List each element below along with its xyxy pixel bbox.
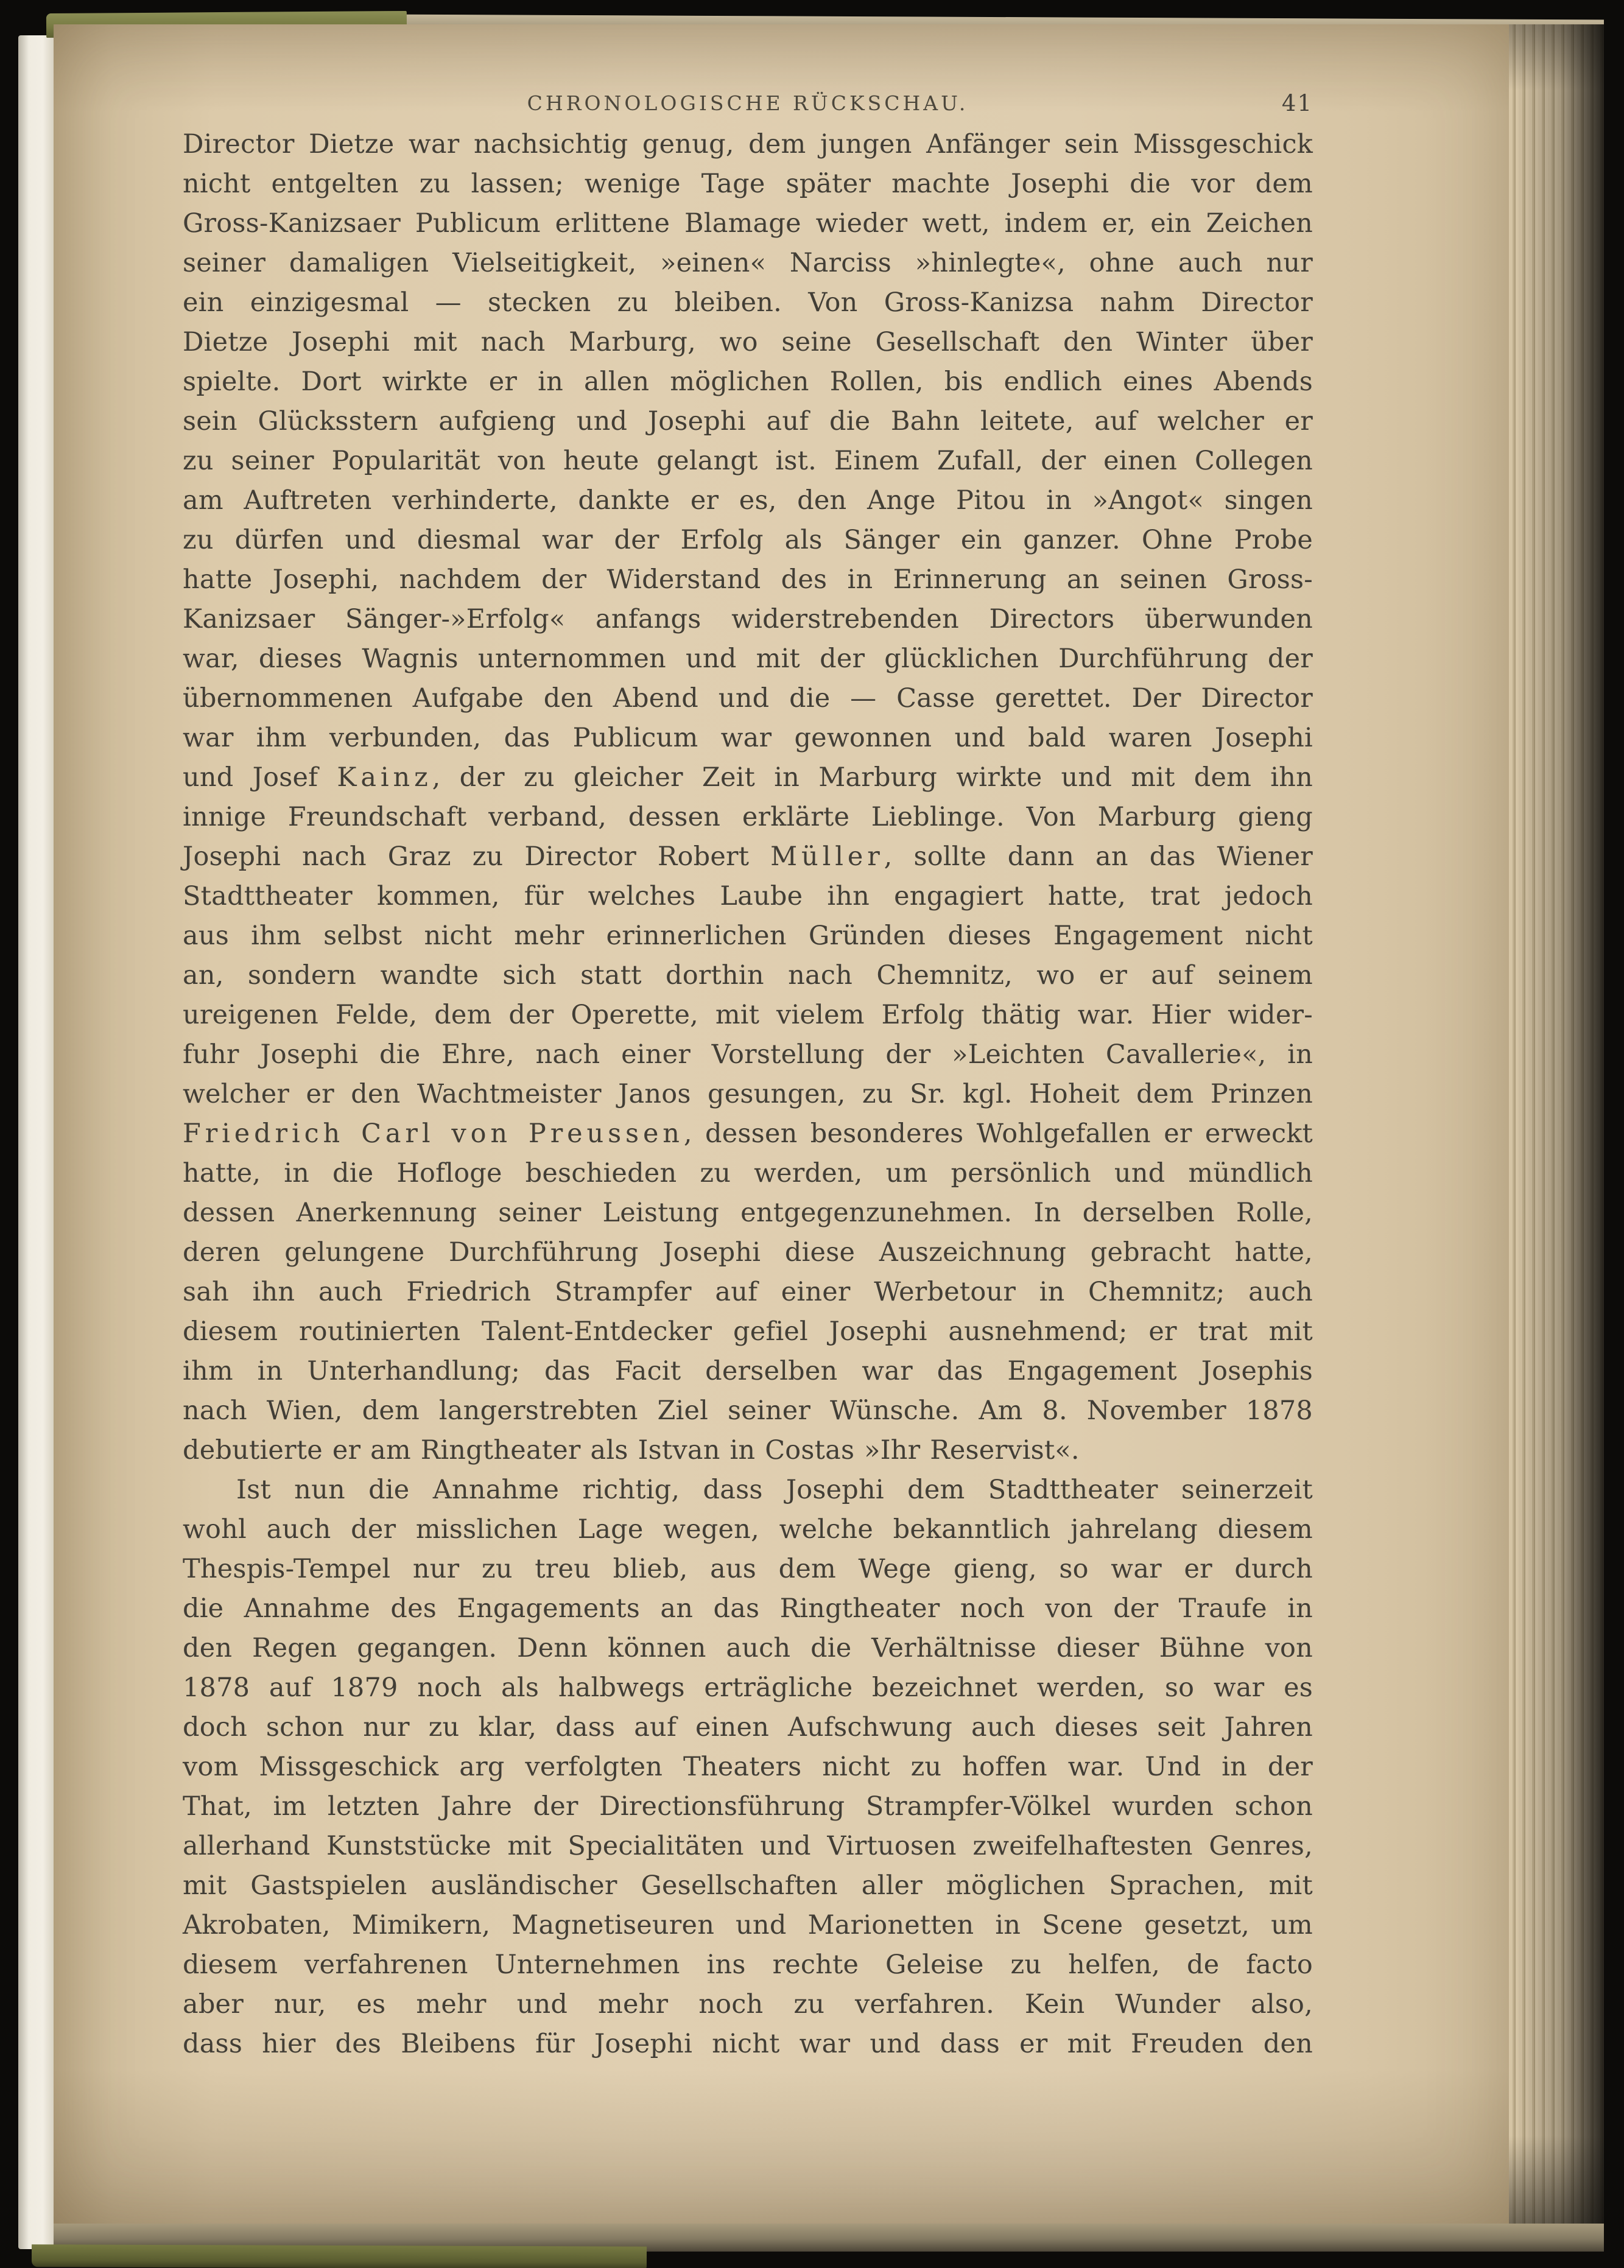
running-head-title: CHRONOLOGISCHE RÜCKSCHAU. — [527, 91, 969, 115]
text-line: dessen Anerkennung seiner Leistung entgegenzunehmen. In derselben Rolle, — [183, 1198, 1313, 1228]
text-line: aus ihm selbst nicht mehr erinnerlichen Gründen dieses Engagement nicht — [183, 921, 1313, 951]
text-line: diesem verfahrenen Unternehmen ins rechte Geleise zu helfen, de facto — [183, 1950, 1313, 1980]
text-line: Kanizsaer Sänger-»Erfolg« anfangs widerstrebenden Directors überwunden — [183, 604, 1313, 634]
text-line: ein einzigesmal — stecken zu bleiben. Von Gross-Kanizsa nahm Director — [183, 287, 1313, 318]
running-head — [183, 85, 1313, 122]
text-block — [183, 125, 1313, 2064]
text-line: war ihm verbunden, das Publicum war gewonnen und bald waren Josephi — [183, 723, 1313, 753]
text-line: Dietze Josephi mit nach Marburg, wo seine Gesellschaft den Winter über — [183, 327, 1313, 357]
text-line: Thespis-Tempel nur zu treu blieb, aus dem Wege gieng, so war er durch — [183, 1554, 1313, 1584]
text-line: ihm in Unterhandlung; das Facit derselben war das Engagement Josephis — [183, 1356, 1313, 1386]
letterspaced-name: Müller — [770, 841, 884, 872]
text-line: seiner damaligen Vielseitigkeit, »einen« Narciss »hinlegte«, ohne auch nur — [183, 248, 1313, 278]
text-line: wohl auch der misslichen Lage wegen, welche bekanntlich jahrelang diesem — [183, 1514, 1313, 1545]
text-line: 1878 auf 1879 noch als halbwegs erträgliche bezeichnet werden, so war es — [183, 1673, 1313, 1703]
text-line: den Regen gegangen. Denn können auch die Verhältnisse dieser Bühne von — [183, 1633, 1313, 1663]
text-line: übernommenen Aufgabe den Abend und die — Casse gerettet. Der Director — [183, 683, 1313, 714]
adjacent-page-edge — [18, 35, 54, 2249]
letterspaced-name: Kainz — [337, 762, 432, 793]
text-line: ureigenen Felde, dem der Operette, mit vielem Erfolg thätig war. Hier wider- — [183, 1000, 1313, 1030]
page-number: 41 — [1281, 90, 1313, 116]
text-line: sah ihn auch Friedrich Strampfer auf einer Werbetour in Chemnitz; auch — [183, 1277, 1313, 1307]
text-line: That, im letzten Jahre der Directionsführung Strampfer-Völkel wurden schon — [183, 1791, 1313, 1822]
text-line: debutierte er am Ringtheater als Istvan in Costas »Ihr Reservist«. — [183, 1435, 1080, 1466]
page-stack-fore-edge — [1509, 24, 1604, 2224]
text-line: innige Freundschaft verband, dessen erklärte Lieblinge. Von Marburg gieng — [183, 802, 1313, 832]
text-line: fuhr Josephi die Ehre, nach einer Vorstellung der »Leichten Cavallerie«, in — [183, 1039, 1313, 1070]
text-line: Stadttheater kommen, für welches Laube ihn engagiert hatte, trat jedoch — [183, 881, 1313, 911]
text-line: war, dieses Wagnis unternommen und mit der glücklichen Durchführung der — [183, 644, 1313, 674]
text-line: hatte Josephi, nachdem der Widerstand des in Erinnerung an seinen Gross- — [183, 564, 1313, 595]
text-line: doch schon nur zu klar, dass auf einen Aufschwung auch dieses seit Jahren — [183, 1712, 1313, 1743]
text-line: welcher er den Wachtmeister Janos gesungen, zu Sr. kgl. Hoheit dem Prinzen — [183, 1079, 1313, 1109]
text-line: vom Missgeschick arg verfolgten Theaters nicht zu hoffen war. Und in der — [183, 1752, 1313, 1782]
text-line: Akrobaten, Mimikern, Magnetiseuren und Marionetten in Scene gesetzt, um — [183, 1910, 1313, 1940]
book-page — [54, 24, 1509, 2224]
text-line: sein Glücksstern aufgieng und Josephi auf die Bahn leitete, auf welcher er — [183, 406, 1313, 437]
text-line: nicht entgelten zu lassen; wenige Tage später machte Josephi die vor dem — [183, 169, 1313, 199]
letterspaced-name: Friedrich Carl von Preussen — [183, 1118, 684, 1149]
text-line: am Auftreten verhinderte, dankte er es, den Ange Pitou in »Angot« singen — [183, 485, 1313, 516]
text-line: dass hier des Bleibens für Josephi nicht war und dass er mit Freuden den — [183, 2029, 1313, 2059]
text-line: die Annahme des Engagements an das Ringtheater noch von der Traufe in — [183, 1593, 1313, 1624]
text-line: Director Dietze war nachsichtig genug, dem jungen Anfänger sein Missgeschick — [183, 129, 1313, 160]
text-line: Ist nun die Annahme richtig, dass Josephi dem Stadttheater seinerzeit — [236, 1475, 1313, 1505]
text-line: Friedrich Carl von Preussen, dessen besonderes Wohlgefallen er erweckt — [183, 1118, 1313, 1149]
book-cover-edge-bottom — [32, 2244, 647, 2268]
text-line: diesem routinierten Talent-Entdecker gefiel Josephi ausnehmend; er trat mit — [183, 1316, 1313, 1347]
text-line: und Josef Kainz, der zu gleicher Zeit in Marburg wirkte und mit dem ihn — [183, 762, 1313, 793]
text-line: an, sondern wandte sich statt dorthin nach Chemnitz, wo er auf seinem — [183, 960, 1313, 991]
text-line: Josephi nach Graz zu Director Robert Müller, sollte dann an das Wiener — [183, 841, 1313, 872]
text-line: Gross-Kanizsaer Publicum erlittene Blamage wieder wett, indem er, ein Zeichen — [183, 208, 1313, 239]
text-line: mit Gastspielen ausländischer Gesellschaften aller möglichen Sprachen, mit — [183, 1870, 1313, 1901]
text-line: spielte. Dort wirkte er in allen möglichen Rollen, bis endlich eines Abends — [183, 367, 1313, 397]
text-line: nach Wien, dem langerstrebten Ziel seiner Wünsche. Am 8. November 1878 — [183, 1396, 1313, 1426]
text-line: aber nur, es mehr und mehr noch zu verfahren. Kein Wunder also, — [183, 1989, 1313, 2020]
fore-edge-shadow — [1509, 24, 1604, 2224]
text-line: allerhand Kunststücke mit Specialitäten und Virtuosen zweifelhaftesten Genres, — [183, 1831, 1313, 1861]
text-line: deren gelungene Durchführung Josephi diese Auszeichnung gebracht hatte, — [183, 1237, 1313, 1268]
text-line: zu dürfen und diesmal war der Erfolg als Sänger ein ganzer. Ohne Probe — [183, 525, 1313, 555]
text-line: hatte, in die Hofloge beschieden zu werden, um persönlich und mündlich — [183, 1158, 1313, 1188]
text-line: zu seiner Popularität von heute gelangt ist. Einem Zufall, der einen Collegen — [183, 446, 1313, 476]
